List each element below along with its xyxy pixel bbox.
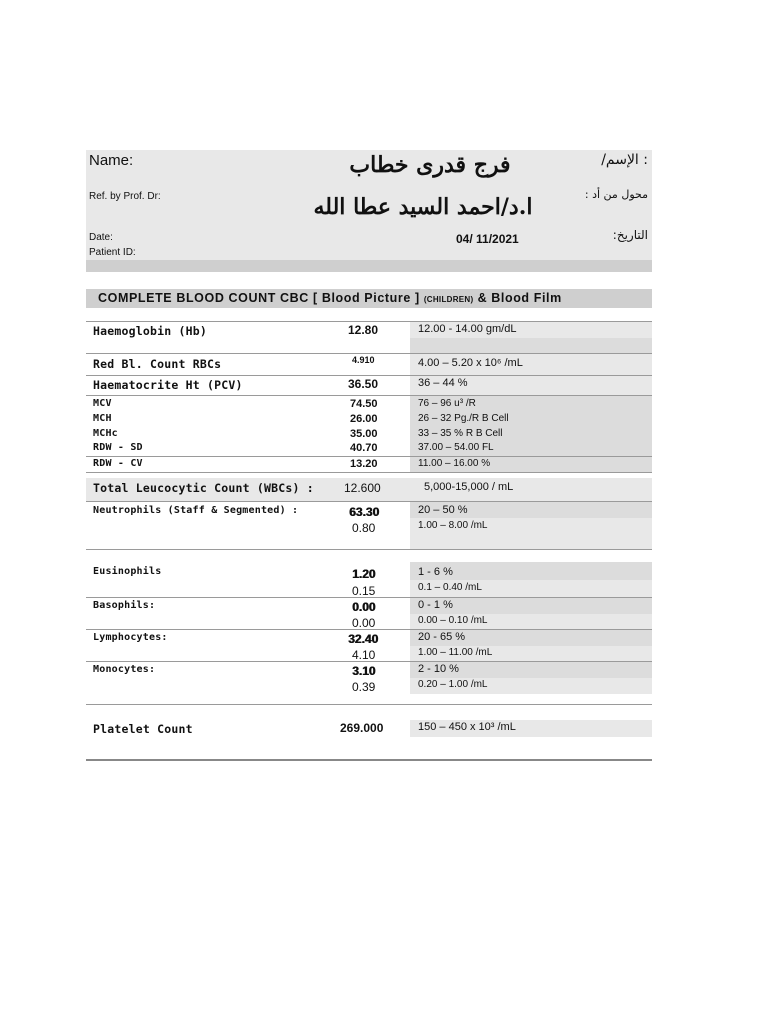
referring-doctor: ا.د/احمد السيد عطا الله	[313, 194, 533, 220]
plt-value: 269.000	[340, 721, 384, 735]
baso-ref-abs: 0.00 – 0.10 /mL	[418, 615, 488, 626]
mchc-label: MCHc	[93, 428, 118, 439]
hct-value: 36.50	[348, 377, 379, 391]
mcv-label: MCV	[93, 398, 112, 409]
eos-ref-pct: 1 - 6 %	[418, 566, 453, 578]
divider	[86, 375, 652, 376]
eos-abs: 0.15	[352, 584, 376, 598]
mono-abs: 0.39	[352, 680, 376, 694]
plt-label: Platelet Count	[93, 722, 193, 736]
report-title-children: (CHILDREN)	[423, 295, 474, 304]
name-label-ar: : الإسم/	[601, 152, 648, 168]
divider	[86, 549, 652, 550]
wbc-ref: 5,000-15,000 / mL	[424, 481, 514, 493]
eos-pct: 1.20	[352, 567, 376, 581]
ref-label: Ref. by Prof. Dr:	[89, 191, 161, 202]
mono-pct: 3.10	[352, 664, 376, 678]
hb-value: 12.80	[348, 323, 379, 337]
report-title-tail: & Blood Film	[477, 291, 562, 305]
divider-bottom	[86, 759, 652, 761]
rbc-ref: 4.00 – 5.20 x 10⁶ /mL	[418, 357, 523, 369]
rdwsd-label: RDW - SD	[93, 442, 143, 453]
hct-ref: 36 – 44 %	[418, 377, 468, 389]
neut-ref-pct: 20 – 50 %	[418, 504, 468, 516]
hct-label: Haematocrite Ht (PCV)	[93, 378, 243, 392]
baso-pct: 0.00	[352, 600, 376, 614]
divider	[86, 395, 652, 396]
divider	[86, 321, 652, 322]
eos-label: Eusinophils	[93, 566, 162, 577]
divider	[86, 456, 652, 457]
mcv-ref: 76 – 96 u³ /R	[418, 398, 476, 409]
neut-label: Neutrophils (Staff & Segmented) :	[93, 505, 299, 516]
mch-value: 26.00	[350, 413, 378, 425]
rdwcv-ref: 11.00 – 16.00 %	[418, 458, 491, 469]
mcv-value: 74.50	[350, 398, 378, 410]
mchc-value: 35.00	[350, 428, 378, 440]
name-label: Name:	[89, 152, 134, 169]
ref-label-ar: محول من أد :	[584, 188, 648, 201]
rdwcv-label: RDW - CV	[93, 458, 143, 469]
rbc-label: Red Bl. Count RBCs	[93, 357, 222, 371]
baso-ref-pct: 0 - 1 %	[418, 599, 453, 611]
mono-ref-pct: 2 - 10 %	[418, 663, 459, 675]
report-title-main: COMPLETE BLOOD COUNT CBC [ Blood Picture ]	[98, 291, 420, 305]
plt-ref: 150 – 450 x 10³ /mL	[418, 721, 516, 733]
hb-label: Haemoglobin (Hb)	[93, 324, 207, 338]
mch-ref: 26 – 32 Pg./R B Cell	[418, 413, 509, 424]
divider	[86, 704, 652, 705]
wbc-value: 12.600	[344, 481, 381, 495]
divider	[86, 501, 652, 502]
lymph-pct: 32.40	[348, 632, 379, 646]
neut-pct: 63.30	[349, 505, 380, 519]
date-label: Date:	[89, 232, 113, 243]
lymph-ref-abs: 1.00 – 11.00 /mL	[418, 647, 493, 658]
lymph-ref-pct: 20 - 65 %	[418, 631, 466, 643]
baso-label: Basophils:	[93, 600, 156, 611]
patient-id-label: Patient ID:	[89, 247, 136, 258]
report-title	[98, 291, 562, 305]
mchc-ref: 33 – 35 % R B Cell	[418, 428, 503, 439]
mch-label: MCH	[93, 413, 112, 424]
rbc-value: 4.910	[352, 355, 375, 365]
divider	[86, 472, 652, 473]
divider	[86, 353, 652, 354]
header-bottom-band	[86, 260, 652, 272]
rdwcv-value: 13.20	[350, 458, 378, 470]
wbc-label: Total Leucocytic Count (WBCs) :	[93, 481, 314, 495]
neut-abs: 0.80	[352, 521, 376, 535]
date-label-ar: التاريخ:	[612, 228, 648, 242]
neut-ref-abs: 1.00 – 8.00 /mL	[418, 520, 488, 531]
baso-abs: 0.00	[352, 616, 376, 630]
mono-ref-abs: 0.20 – 1.00 /mL	[418, 679, 488, 690]
lymph-label: Lymphocytes:	[93, 632, 168, 643]
date-value: 04/ 11/2021	[456, 232, 519, 246]
hb-ref: 12.00 - 14.00 gm/dL	[418, 323, 517, 335]
lymph-abs: 4.10	[352, 648, 376, 662]
mono-label: Monocytes:	[93, 664, 156, 675]
rdwsd-ref: 37.00 – 54.00 FL	[418, 442, 494, 453]
rdwsd-value: 40.70	[350, 442, 378, 454]
ref-shade-hb2	[410, 338, 652, 354]
eos-ref-abs: 0.1 – 0.40 /mL	[418, 582, 482, 593]
patient-name: فرج قدرى خطاب	[349, 152, 511, 178]
